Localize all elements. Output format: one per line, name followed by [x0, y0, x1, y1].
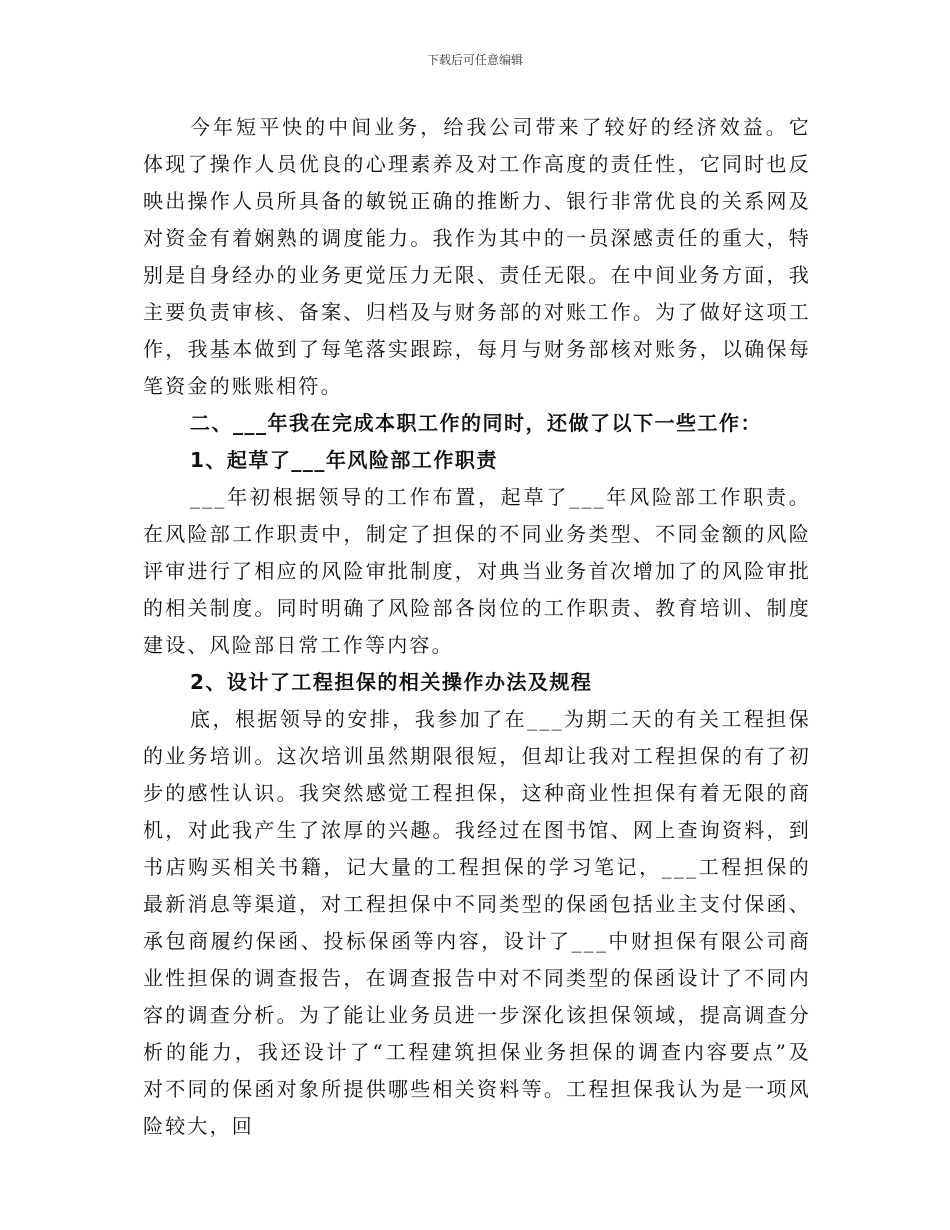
paragraph-intermediate-business: 今年短平快的中间业务，给我公司带来了较好的经济效益。它体现了操作人员优良的心理素养及对工作高度的责任性，它同时也反映出操作人员所具备的敏锐正确的推断力、银行非常优良的关系网及对资金有着娴熟的调度能力。我作为其中的一员深感责任的重大，特别是自身经办的业务更觉压力无限、责任无限。在中间业务方面，我主要负责审核、备案、归档及与财务部的对账工作。为了做好这项工作，我基本做到了每笔落实跟踪，每月与财务部核对账务，以确保每笔资金的账账相符。 [143, 115, 811, 398]
subheading-risk-duties: 1、起草了___年风险部工作职责 [190, 448, 498, 472]
paragraph-risk-duties: ___年初根据领导的工作布置，起草了___年风险部工作职责。在风险部工作职责中，制定了担保的不同业务类型、不同金额的风险评审进行了相应的风险审批制度，对典当业务首次增加了的风险审批的相关制度。同时明确了风险部各岗位的工作职责、教育培训、制度建设、风险部日常工作等内容。 [143, 485, 811, 657]
section-heading-additional-work: 二、___年我在完成本职工作的同时，还做了以下一些工作： [190, 411, 762, 435]
page-header: 下载后可任意编辑 [426, 53, 523, 67]
document-body [143, 109, 811, 1145]
paragraph-engineering-guarantee: 底，根据领导的安排，我参加了在___为期二天的有关工程担保的业务培训。这次培训虽然期限很短，但却让我对工程担保的有了初步的感性认识。我突然感觉工程担保，这种商业性担保有着无限的商机，对此我产生了浓厚的兴趣。我经过在图书馆、网上查询资料，到书店购买相关书籍，记大量的工程担保的学习笔记，___工程担保的最新消息等渠道，对工程担保中不同类型的保函包括业主支付保函、承包商履约保函、投标保函等内容，设计了___中财担保有限公司商业性担保的调查报告，在调查报告中对不同类型的保函设计了不同内容的调查分析。为了能让业务员进一步深化该担保领域，提高调查分析的能力，我还设计了“工程建筑担保业务担保的调查内容要点”及对不同的保函对象所提供哪些相关资料等。工程担保我认为是一项风险较大，回 [143, 707, 811, 1138]
subheading-engineering-guarantee: 2、设计了工程担保的相关操作办法及规程 [190, 670, 593, 694]
